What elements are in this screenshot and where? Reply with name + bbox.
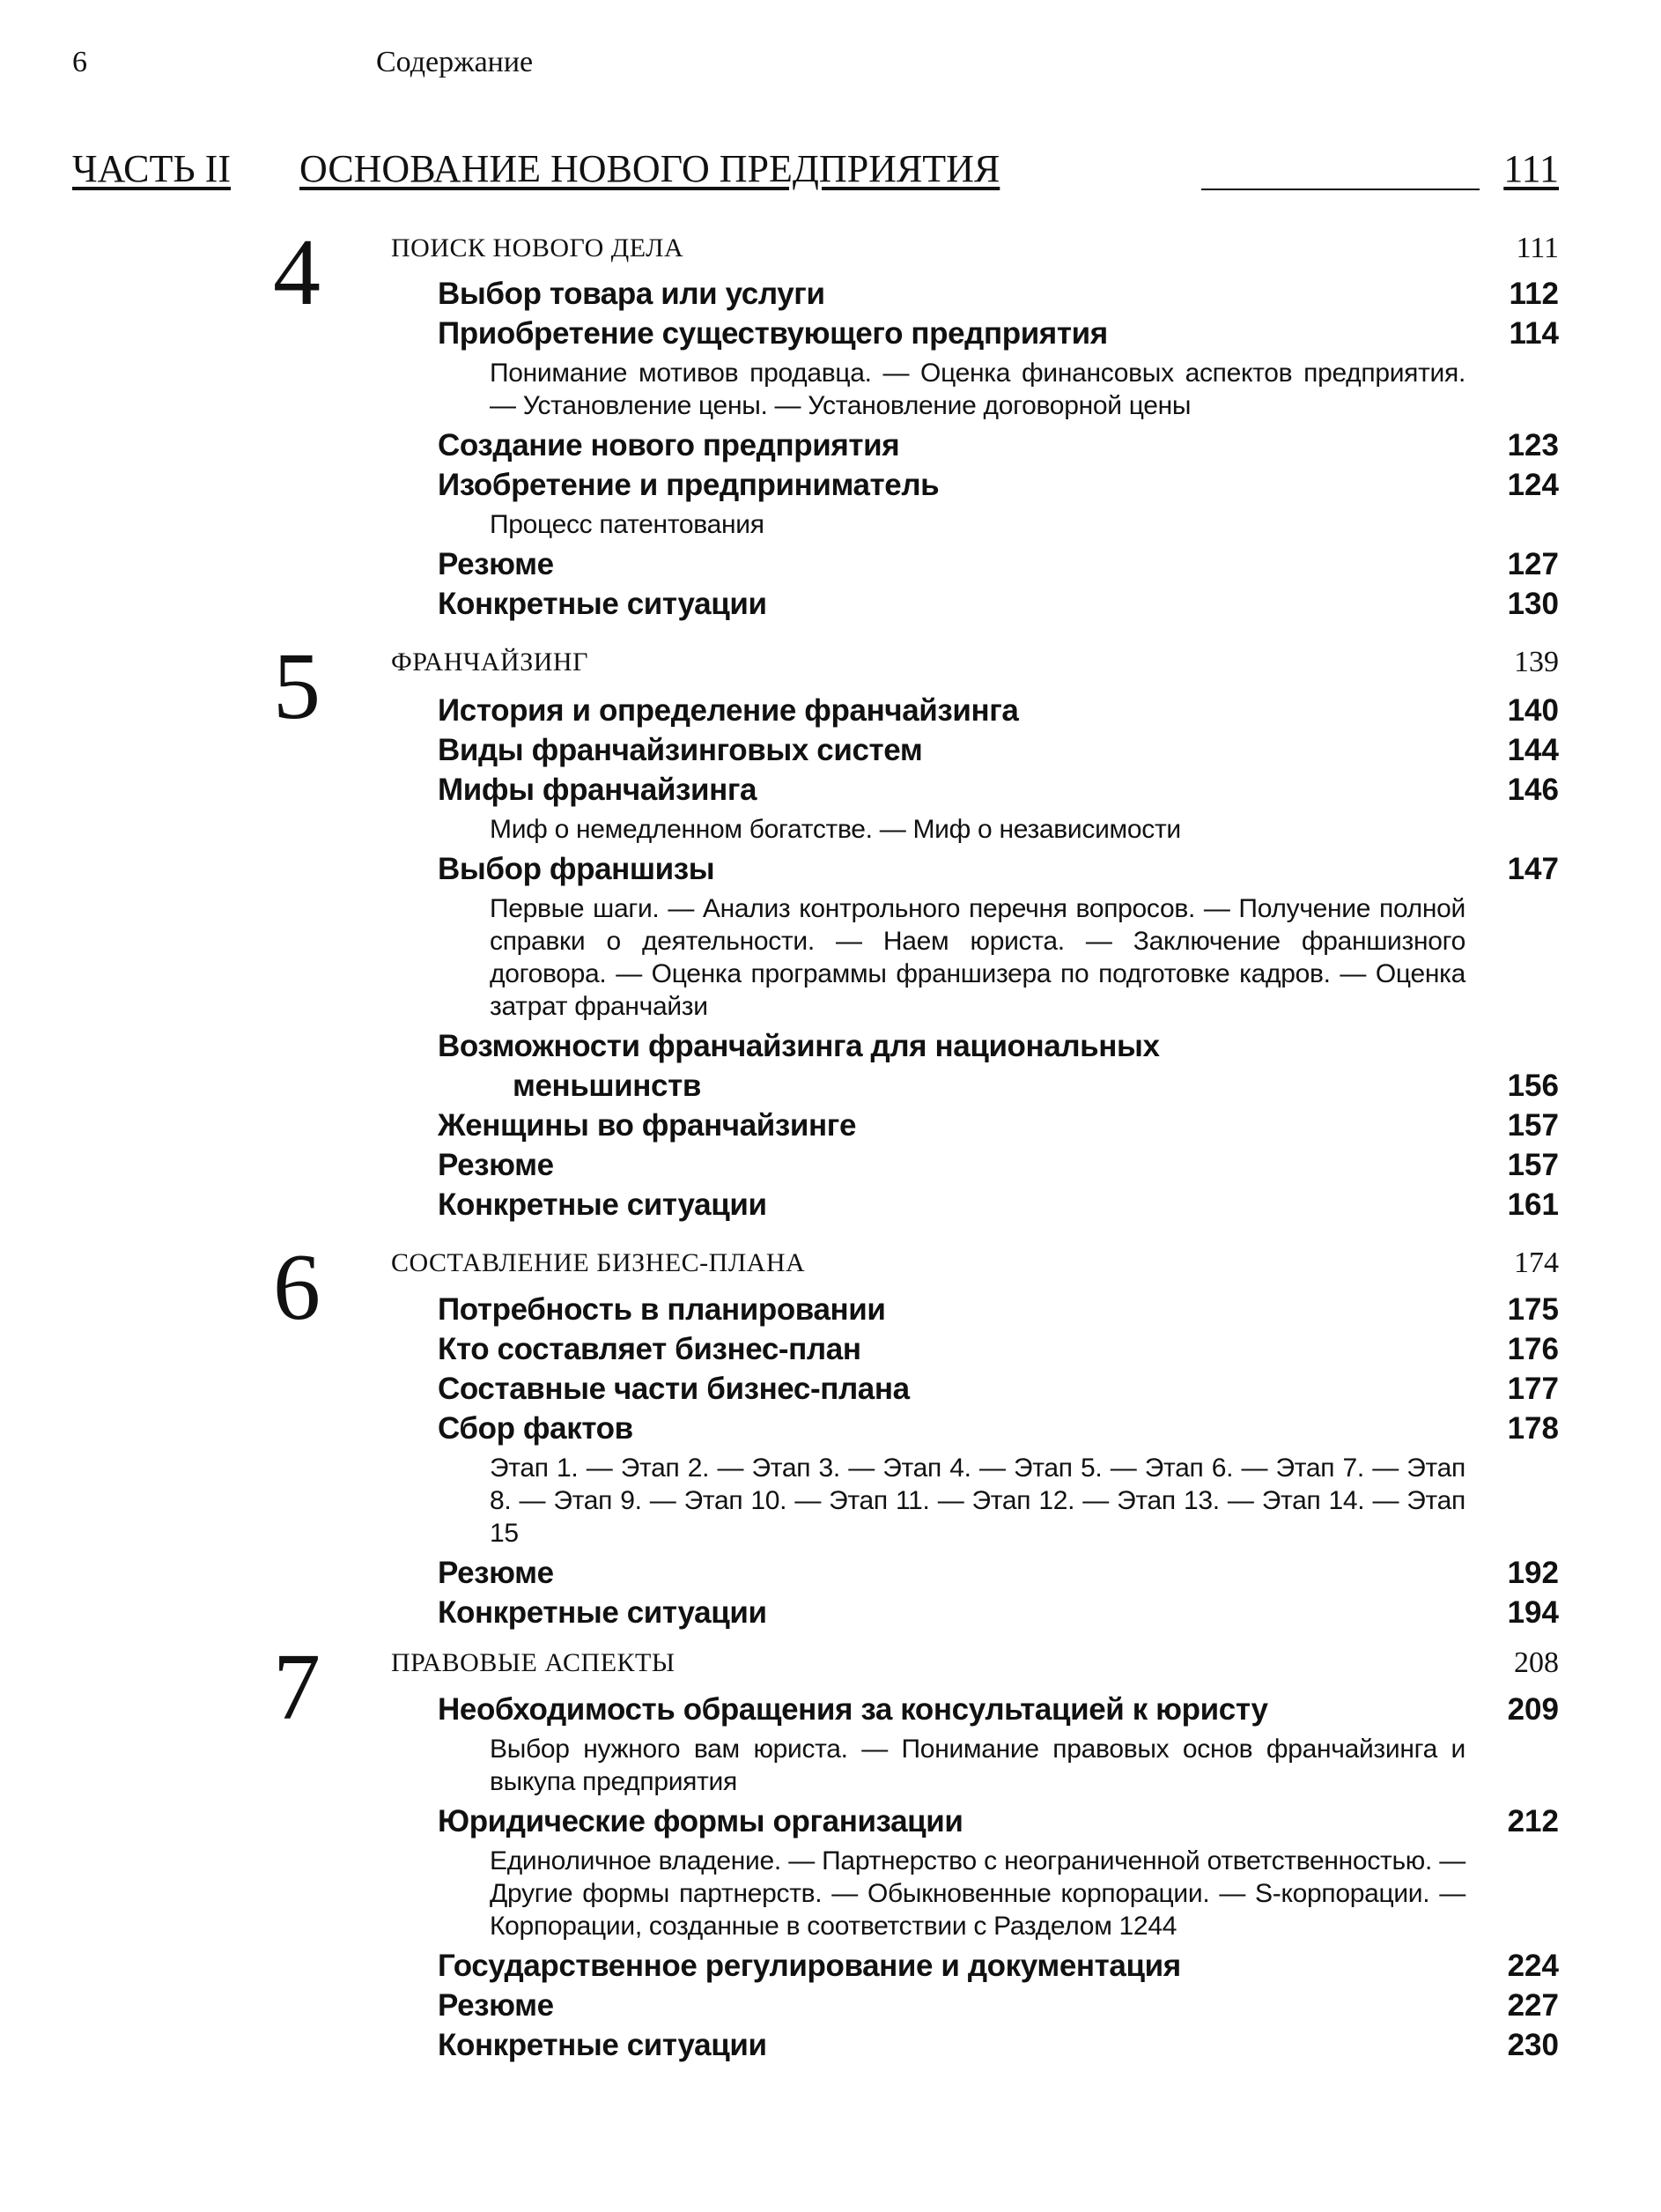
toc-entry-page: 140 <box>1507 693 1559 728</box>
toc-entry-page: 175 <box>1507 1292 1559 1327</box>
part-rule <box>1201 189 1480 190</box>
part-title: ОСНОВАНИЕ НОВОГО ПРЕДПРИЯТИЯ <box>299 147 1000 190</box>
toc-entry-page: 127 <box>1507 547 1559 581</box>
toc-entry-page: 177 <box>1507 1372 1559 1406</box>
toc-entry-page: 114 <box>1509 316 1559 351</box>
toc-entry-title: Государственное регулирование и документация <box>438 1949 1181 1983</box>
toc-entry[interactable] <box>0 544 1661 584</box>
chapter-number: 6 <box>273 1235 321 1340</box>
page-number: 6 <box>72 46 87 78</box>
toc-entry[interactable] <box>0 465 1661 505</box>
toc-entry-page: 157 <box>1507 1108 1559 1143</box>
toc-entry-page: 156 <box>1507 1069 1559 1103</box>
toc-entry-title: Потребность в планировании <box>438 1292 886 1327</box>
toc-entry-title: Кто составляет бизнес-план <box>438 1332 861 1366</box>
toc-entry-page: 147 <box>1507 852 1559 886</box>
toc-entry-page: 176 <box>1507 1332 1559 1366</box>
toc-subtopics: Первые шаги. — Анализ контрольного перечня вопросов. — Получение полной справки о деятельности. — Наем юриста. — Заключение франшизного договора. — Оценка программы франшизера по подготовке кадров. — Оценка затрат франчайзи <box>490 894 1465 1021</box>
toc-entry[interactable] <box>0 730 1661 770</box>
toc-subtopics: Единоличное владение. — Партнерство с неограниченной ответственностью. — Другие формы партнерств. — Обыкновенные корпорации. — S-корпорации. — Корпорации, созданные в соответствии с Разделом 1244 <box>490 1846 1465 1941</box>
toc-entry-page: 227 <box>1507 1988 1559 2023</box>
toc-entry-title: Сбор фактов <box>438 1411 633 1446</box>
chapter-page: 139 <box>1514 646 1559 678</box>
toc-entry[interactable] <box>0 1369 1661 1409</box>
chapter-title: ПРАВОВЫЕ АСПЕКТЫ <box>391 1648 675 1677</box>
toc-entry-title: Необходимость обращения за консультацией к юристу <box>438 1692 1268 1727</box>
toc-entry-page: 194 <box>1507 1595 1559 1630</box>
toc-entry-page: 157 <box>1507 1148 1559 1182</box>
toc-entry-title: Выбор франшизы <box>438 852 715 886</box>
chapter-number: 5 <box>273 634 321 739</box>
toc-entry[interactable] <box>0 1593 1661 1632</box>
toc-entry-page: 209 <box>1507 1692 1559 1727</box>
toc-entry[interactable] <box>0 314 1661 353</box>
chapter-entries <box>0 1690 1661 2065</box>
toc-entry[interactable] <box>0 2025 1661 2065</box>
toc-entry-page: 212 <box>1507 1804 1559 1838</box>
toc-entry-title: Составные части бизнес-плана <box>438 1372 910 1406</box>
toc-entry-page: 178 <box>1507 1411 1559 1446</box>
chapter-page: 111 <box>1516 232 1559 264</box>
toc-entry-page: 146 <box>1507 773 1559 807</box>
toc-entry-title: Резюме <box>438 547 554 581</box>
toc-entry-title: Юридические формы организации <box>438 1804 963 1838</box>
chapter-number: 7 <box>273 1635 321 1740</box>
toc-entry[interactable] <box>0 1553 1661 1593</box>
part-page: 111 <box>1503 147 1559 190</box>
toc-entry[interactable] <box>0 1986 1661 2025</box>
toc-entry[interactable] <box>0 691 1661 730</box>
toc-entry[interactable] <box>0 1329 1661 1369</box>
toc-entry-title: Мифы франчайзинга <box>438 773 757 807</box>
toc-entry-title: Выбор товара или услуги <box>438 277 825 311</box>
toc-entry[interactable] <box>0 584 1661 624</box>
toc-entry[interactable] <box>0 1290 1661 1329</box>
toc-entry-title: История и определение франчайзинга <box>438 693 1019 728</box>
toc-entry-title: Виды франчайзинговых систем <box>438 733 923 767</box>
toc-entry-title: Резюме <box>438 1988 554 2023</box>
chapter-title: СОСТАВЛЕНИЕ БИЗНЕС-ПЛАНА <box>391 1248 806 1277</box>
toc-entry[interactable] <box>0 425 1661 465</box>
chapter-page: 174 <box>1514 1247 1559 1279</box>
toc-entry-title-line1: Возможности франчайзинга для национальных <box>438 1029 1160 1063</box>
toc-entry-title: Женщины во франчайзинге <box>438 1108 857 1143</box>
toc-entry[interactable] <box>0 849 1661 889</box>
toc-entry-page: 224 <box>1507 1949 1559 1983</box>
part-label: ЧАСТЬ II <box>72 147 231 190</box>
toc-entry-page: 112 <box>1509 277 1559 311</box>
toc-entry-page: 192 <box>1507 1556 1559 1590</box>
toc-entry[interactable] <box>0 1801 1661 1841</box>
chapter-entries <box>0 274 1661 624</box>
toc-entry-title: Приобретение существующего предприятия <box>438 316 1108 351</box>
toc-entry-page: 123 <box>1507 428 1559 462</box>
toc-subtopics: Понимание мотивов продавца. — Оценка финансовых аспектов предприятия. — Установление цены. — Установление договорной цены <box>490 359 1465 420</box>
toc-subtopics: Миф о немедленном богатстве. — Миф о независимости <box>490 815 1181 844</box>
chapter-title: ФРАНЧАЙЗИНГ <box>391 647 588 677</box>
toc-entry[interactable] <box>0 1946 1661 1986</box>
toc-entry[interactable] <box>0 1185 1661 1224</box>
chapter-number: 4 <box>273 220 321 325</box>
toc-entry-title: Создание нового предприятия <box>438 428 900 462</box>
toc-entry-title: Конкретные ситуации <box>438 587 767 621</box>
toc-entry[interactable] <box>0 1409 1661 1448</box>
toc-entry-page: 124 <box>1507 468 1559 502</box>
toc-entry[interactable] <box>0 1106 1661 1145</box>
toc-subtopics: Процесс патентования <box>490 510 764 539</box>
toc-entry-title: Резюме <box>438 1556 554 1590</box>
chapter-title: ПОИСК НОВОГО ДЕЛА <box>391 233 684 263</box>
running-head: Содержание <box>376 46 534 78</box>
toc-entry[interactable] <box>0 274 1661 314</box>
toc-subtopics: Выбор нужного вам юриста. — Понимание правовых основ франчайзинга и выкупа предприятия <box>490 1735 1465 1796</box>
toc-entry-title <box>438 1026 1406 1106</box>
toc-entry-page: 230 <box>1507 2028 1559 2062</box>
toc-entry[interactable] <box>0 1690 1661 1729</box>
toc-entry-title: Изобретение и предприниматель <box>438 468 940 502</box>
chapter-entries <box>0 691 1661 1224</box>
toc-entry-title: Конкретные ситуации <box>438 2028 767 2062</box>
toc-entry[interactable] <box>0 770 1661 810</box>
toc-entry-title: Резюме <box>438 1148 554 1182</box>
chapter-entries <box>0 1290 1661 1632</box>
toc-entry[interactable] <box>0 1145 1661 1185</box>
toc-entry-title: Конкретные ситуации <box>438 1595 767 1630</box>
toc-entry-page: 144 <box>1507 733 1559 767</box>
toc-entry-title: Конкретные ситуации <box>438 1187 767 1222</box>
toc-entry-title-line2: меньшинств <box>513 1069 701 1103</box>
toc-subtopics: Этап 1. — Этап 2. — Этап 3. — Этап 4. — Этап 5. — Этап 6. — Этап 7. — Этап 8. — Этап 9. — Этап 10. — Этап 11. — Этап 12. — Этап 13. — Этап 14. — Этап 15 <box>490 1454 1465 1548</box>
toc-entry[interactable] <box>0 1026 1661 1106</box>
toc-entry-page: 130 <box>1507 587 1559 621</box>
toc-entry-page: 161 <box>1507 1187 1559 1222</box>
chapter-page: 208 <box>1514 1646 1559 1679</box>
